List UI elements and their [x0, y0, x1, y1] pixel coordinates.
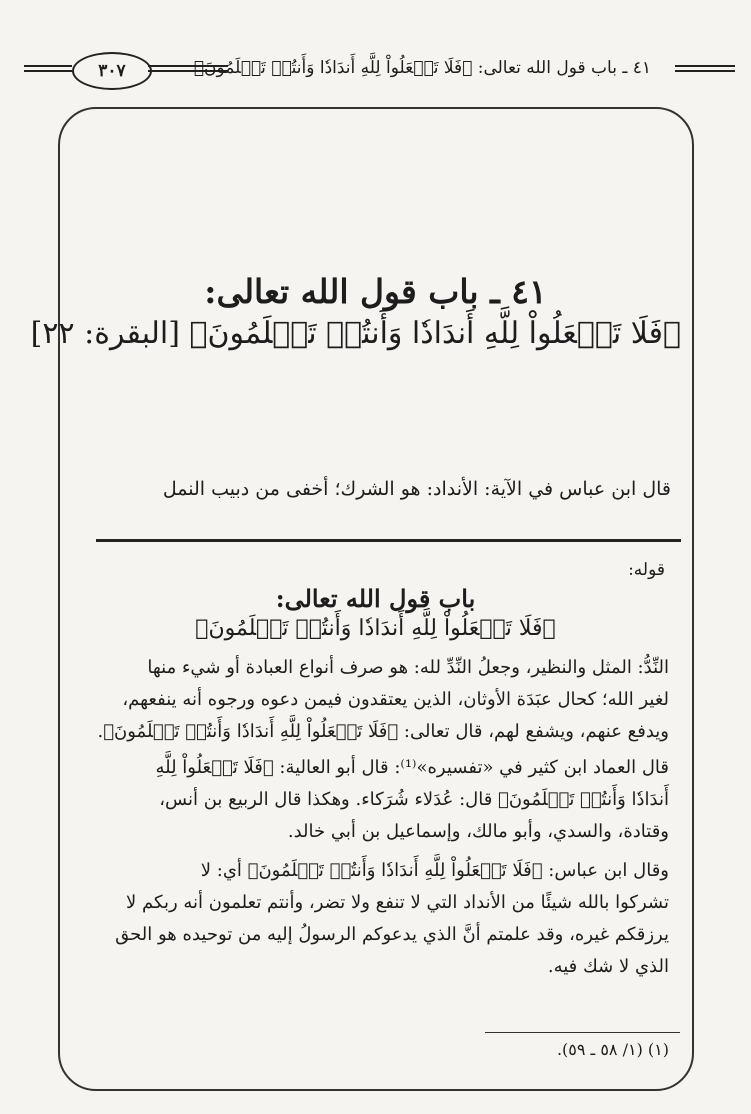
paragraph-line: ويدفع عنهم، ويشفع لهم، قال تعالى: ﴿فَلَا تَجۡعَلُواْ لِلَّهِ أَندَادٗا وَأَنتُمۡ تَعۡلَمُونَ﴾.: [97, 721, 669, 742]
paragraph-line: أَندَادٗا وَأَنتُمۡ تَعۡلَمُونَ﴾ قال: عُدَلاء شُرَكاء. وهكذا قال الربيع بن أنس،: [159, 789, 669, 810]
header-rule-left: [24, 65, 72, 72]
footnote: (١) (١/ ٥٨ ـ ٥٩).: [556, 1040, 669, 1059]
paragraph-line: وقال ابن عباس: ﴿فَلَا تَجۡعَلُواْ لِلَّهِ أَندَادٗا وَأَنتُمۡ تَعۡلَمُونَ﴾ أي: لا: [200, 860, 669, 881]
paragraph-line: لغير الله؛ كحال عبَدَة الأوثان، الذين يعتقدون فيمن دعوه ورجوه أنه ينفعهم،: [122, 689, 669, 710]
paragraph-line: وقتادة، والسدي، وأبو مالك، وإسماعيل بن أبي خالد.: [287, 821, 669, 842]
chapter-verse: ﴿فَلَا تَجۡعَلُواْ لِلَّهِ أَندَادٗا وَأَنتُمۡ تَعۡلَمُونَ﴾ [البقرة: ٢٢]: [30, 316, 681, 351]
paragraph-line: قال العماد ابن كثير في «تفسيره»⁽¹⁾: قال أبو العالية: ﴿فَلَا تَجۡعَلُواْ لِلَّهِ: [155, 757, 669, 778]
paragraph-1: [92, 652, 669, 748]
commentary-intro: قوله:: [628, 560, 665, 580]
running-title: ٤١ ـ باب قول الله تعالى: ﴿فَلَا تَجۡعَلُواْ لِلَّهِ أَندَادٗا وَأَنتُمۡ تَعۡلَمُونَ﴾: [193, 58, 651, 78]
section-divider: [96, 539, 681, 542]
commentary-title: باب قول الله تعالى:: [275, 584, 476, 613]
page-number-text: ٣٠٧: [98, 61, 126, 81]
paragraph-line: الذي لا شك فيه.: [547, 956, 669, 977]
paragraph-line: تشركوا بالله شيئًا من الأنداد التي لا تنفع ولا تضر، وأنتم تعلمون أنه ربكم لا: [126, 892, 669, 913]
page-number: [72, 52, 152, 90]
paragraph-2: [92, 752, 669, 848]
paragraph-line: يرزقكم غيره، وقد علمتم أنَّ الذي يدعوكم الرسولُ إليه من توحيده هو الحق: [115, 924, 669, 945]
chapter-title: ٤١ ـ باب قول الله تعالى:: [204, 272, 547, 311]
footnote-rule: [485, 1032, 680, 1033]
header-rule-right: [675, 65, 735, 72]
paragraph-line: النِّدُّ: المثل والنظير، وجعلُ النِّدِّ لله: هو صرف أنواع العبادة أو شيء منها: [147, 657, 669, 678]
basic-text: قال ابن عباس في الآية: الأنداد: هو الشرك؛ أخفى من دبيب النمل: [162, 478, 671, 500]
commentary-verse: ﴿فَلَا تَجۡعَلُواْ لِلَّهِ أَندَادٗا وَأَنتُمۡ تَعۡلَمُونَ﴾: [195, 616, 556, 641]
paragraph-3: [92, 855, 669, 983]
